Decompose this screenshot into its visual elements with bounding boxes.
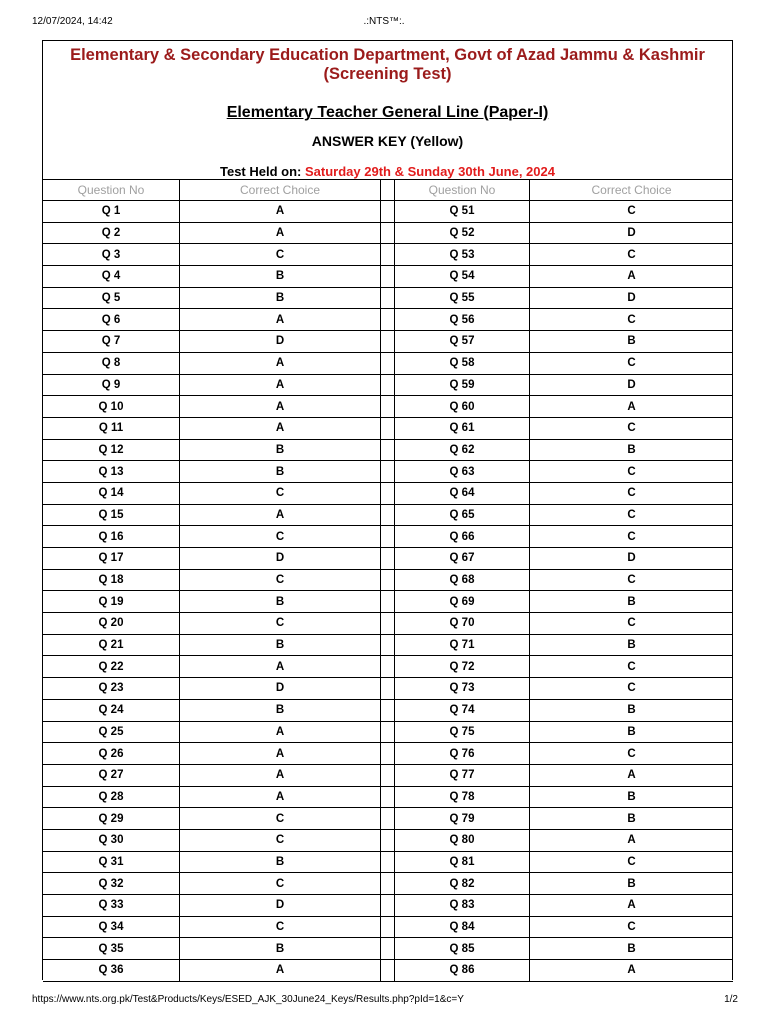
table-row: [43, 656, 733, 678]
column-gap: [381, 483, 395, 505]
column-gap: [381, 917, 395, 939]
question-number-cell: Q 23: [43, 678, 180, 700]
column-gap: [381, 570, 395, 592]
table-row: [43, 375, 733, 397]
correct-choice-cell: C: [530, 852, 733, 874]
correct-choice-cell: C: [180, 613, 381, 635]
column-gap: [381, 266, 395, 288]
question-number-cell: Q 31: [43, 852, 180, 874]
correct-choice-cell: B: [180, 700, 381, 722]
question-number-cell: Q 11: [43, 418, 180, 440]
column-gap: [381, 852, 395, 874]
correct-choice-cell: C: [530, 656, 733, 678]
correct-choice-cell: C: [530, 353, 733, 375]
correct-choice-cell: A: [530, 266, 733, 288]
question-number-cell: Q 9: [43, 375, 180, 397]
question-number-cell: Q 77: [395, 765, 530, 787]
column-gap: [381, 461, 395, 483]
question-number-cell: Q 19: [43, 591, 180, 613]
table-row: [43, 244, 733, 266]
correct-choice-cell: A: [180, 765, 381, 787]
column-gap: [381, 353, 395, 375]
correct-choice-cell: C: [530, 505, 733, 527]
question-number-cell: Q 72: [395, 656, 530, 678]
column-header-correct-choice: Correct Choice: [530, 180, 733, 201]
question-number-cell: Q 20: [43, 613, 180, 635]
correct-choice-cell: A: [180, 787, 381, 809]
question-number-cell: Q 3: [43, 244, 180, 266]
question-number-cell: Q 6: [43, 309, 180, 331]
print-page-title: .:NTS™:.: [363, 16, 405, 27]
correct-choice-cell: B: [180, 852, 381, 874]
table-row: [43, 700, 733, 722]
correct-choice-cell: A: [180, 309, 381, 331]
table-row: [43, 223, 733, 245]
department-line-2: (Screening Test): [323, 65, 452, 83]
column-gap: [381, 765, 395, 787]
table-row: [43, 873, 733, 895]
question-number-cell: Q 75: [395, 722, 530, 744]
question-number-cell: Q 54: [395, 266, 530, 288]
paper-title: Elementary Teacher General Line (Paper-I): [226, 104, 549, 121]
table-row: [43, 830, 733, 852]
correct-choice-cell: A: [180, 743, 381, 765]
question-number-cell: Q 79: [395, 808, 530, 830]
correct-choice-cell: B: [530, 787, 733, 809]
correct-choice-cell: B: [530, 331, 733, 353]
question-number-cell: Q 15: [43, 505, 180, 527]
table-row: [43, 418, 733, 440]
correct-choice-cell: B: [180, 440, 381, 462]
correct-choice-cell: C: [530, 526, 733, 548]
correct-choice-cell: C: [530, 244, 733, 266]
question-number-cell: Q 28: [43, 787, 180, 809]
correct-choice-cell: A: [180, 960, 381, 982]
correct-choice-cell: C: [530, 570, 733, 592]
question-number-cell: Q 76: [395, 743, 530, 765]
column-gap: [381, 635, 395, 657]
question-number-cell: Q 59: [395, 375, 530, 397]
column-gap: [381, 505, 395, 527]
question-number-cell: Q 1: [43, 201, 180, 223]
correct-choice-cell: C: [530, 201, 733, 223]
correct-choice-cell: A: [530, 830, 733, 852]
question-number-cell: Q 8: [43, 353, 180, 375]
table-row: [43, 743, 733, 765]
question-number-cell: Q 68: [395, 570, 530, 592]
column-gap: [381, 180, 395, 201]
question-number-cell: Q 55: [395, 288, 530, 310]
correct-choice-cell: D: [530, 288, 733, 310]
question-number-cell: Q 56: [395, 309, 530, 331]
question-number-cell: Q 80: [395, 830, 530, 852]
table-row: [43, 309, 733, 331]
column-gap: [381, 808, 395, 830]
question-number-cell: Q 78: [395, 787, 530, 809]
print-url: https://www.nts.org.pk/Test&Products/Keys/ESED_AJK_30June24_Keys/Results.php?pId=1&c=Y: [32, 994, 464, 1005]
column-gap: [381, 656, 395, 678]
table-row: [43, 440, 733, 462]
column-gap: [381, 613, 395, 635]
column-gap: [381, 873, 395, 895]
column-header-question-no: Question No: [395, 180, 530, 201]
table-header-row: [43, 180, 733, 201]
question-number-cell: Q 52: [395, 223, 530, 245]
column-gap: [381, 244, 395, 266]
column-gap: [381, 223, 395, 245]
question-number-cell: Q 62: [395, 440, 530, 462]
table-row: [43, 808, 733, 830]
table-row: [43, 288, 733, 310]
question-number-cell: Q 14: [43, 483, 180, 505]
correct-choice-cell: B: [180, 635, 381, 657]
question-number-cell: Q 35: [43, 938, 180, 960]
correct-choice-cell: D: [180, 678, 381, 700]
question-number-cell: Q 71: [395, 635, 530, 657]
correct-choice-cell: B: [530, 873, 733, 895]
question-number-cell: Q 51: [395, 201, 530, 223]
correct-choice-cell: B: [180, 591, 381, 613]
department-title: [43, 41, 732, 84]
table-row: [43, 917, 733, 939]
column-gap: [381, 743, 395, 765]
question-number-cell: Q 12: [43, 440, 180, 462]
column-gap: [381, 440, 395, 462]
table-row: [43, 960, 733, 982]
table-row: [43, 570, 733, 592]
correct-choice-cell: D: [530, 375, 733, 397]
correct-choice-cell: A: [180, 223, 381, 245]
question-number-cell: Q 57: [395, 331, 530, 353]
table-row: [43, 852, 733, 874]
question-number-cell: Q 58: [395, 353, 530, 375]
question-number-cell: Q 85: [395, 938, 530, 960]
column-gap: [381, 418, 395, 440]
answer-key-label: ANSWER KEY (Yellow): [311, 133, 464, 149]
question-number-cell: Q 83: [395, 895, 530, 917]
question-number-cell: Q 86: [395, 960, 530, 982]
table-row: [43, 613, 733, 635]
question-number-cell: Q 69: [395, 591, 530, 613]
correct-choice-cell: A: [180, 396, 381, 418]
correct-choice-cell: B: [530, 591, 733, 613]
question-number-cell: Q 13: [43, 461, 180, 483]
table-row: [43, 787, 733, 809]
correct-choice-cell: B: [530, 808, 733, 830]
correct-choice-cell: B: [530, 700, 733, 722]
table-row: [43, 483, 733, 505]
question-number-cell: Q 36: [43, 960, 180, 982]
print-footer: [32, 994, 738, 1008]
correct-choice-cell: A: [180, 418, 381, 440]
correct-choice-cell: C: [180, 526, 381, 548]
column-gap: [381, 396, 395, 418]
table-row: [43, 678, 733, 700]
correct-choice-cell: C: [530, 309, 733, 331]
column-header-correct-choice: Correct Choice: [180, 180, 381, 201]
column-gap: [381, 288, 395, 310]
correct-choice-cell: D: [180, 331, 381, 353]
correct-choice-cell: C: [530, 613, 733, 635]
table-row: [43, 526, 733, 548]
correct-choice-cell: B: [180, 288, 381, 310]
question-number-cell: Q 63: [395, 461, 530, 483]
question-number-cell: Q 70: [395, 613, 530, 635]
correct-choice-cell: B: [180, 266, 381, 288]
correct-choice-cell: C: [530, 483, 733, 505]
table-row: [43, 635, 733, 657]
column-gap: [381, 375, 395, 397]
correct-choice-cell: A: [180, 353, 381, 375]
correct-choice-cell: B: [530, 938, 733, 960]
question-number-cell: Q 30: [43, 830, 180, 852]
question-number-cell: Q 65: [395, 505, 530, 527]
correct-choice-cell: D: [180, 895, 381, 917]
correct-choice-cell: C: [180, 873, 381, 895]
question-number-cell: Q 73: [395, 678, 530, 700]
question-number-cell: Q 82: [395, 873, 530, 895]
correct-choice-cell: C: [180, 808, 381, 830]
correct-choice-cell: A: [180, 201, 381, 223]
column-gap: [381, 787, 395, 809]
correct-choice-cell: A: [180, 505, 381, 527]
column-gap: [381, 331, 395, 353]
print-header: [32, 16, 736, 30]
correct-choice-cell: C: [180, 483, 381, 505]
table-row: [43, 895, 733, 917]
table-row: [43, 266, 733, 288]
column-gap: [381, 938, 395, 960]
question-number-cell: Q 66: [395, 526, 530, 548]
column-gap: [381, 960, 395, 982]
correct-choice-cell: A: [530, 765, 733, 787]
correct-choice-cell: C: [530, 743, 733, 765]
correct-choice-cell: B: [530, 440, 733, 462]
column-gap: [381, 201, 395, 223]
table-row: [43, 722, 733, 744]
question-number-cell: Q 7: [43, 331, 180, 353]
column-gap: [381, 678, 395, 700]
question-number-cell: Q 74: [395, 700, 530, 722]
question-number-cell: Q 32: [43, 873, 180, 895]
question-number-cell: Q 21: [43, 635, 180, 657]
question-number-cell: Q 16: [43, 526, 180, 548]
question-number-cell: Q 2: [43, 223, 180, 245]
question-number-cell: Q 81: [395, 852, 530, 874]
column-gap: [381, 830, 395, 852]
correct-choice-cell: C: [180, 917, 381, 939]
question-number-cell: Q 60: [395, 396, 530, 418]
question-number-cell: Q 64: [395, 483, 530, 505]
correct-choice-cell: C: [530, 418, 733, 440]
column-gap: [381, 548, 395, 570]
table-row: [43, 353, 733, 375]
correct-choice-cell: C: [180, 244, 381, 266]
correct-choice-cell: A: [530, 960, 733, 982]
correct-choice-cell: A: [180, 722, 381, 744]
question-number-cell: Q 17: [43, 548, 180, 570]
question-number-cell: Q 34: [43, 917, 180, 939]
correct-choice-cell: B: [530, 635, 733, 657]
test-held-line: [43, 164, 732, 180]
test-held-date: Saturday 29th & Sunday 30th June, 2024: [305, 164, 555, 179]
question-number-cell: Q 22: [43, 656, 180, 678]
column-gap: [381, 591, 395, 613]
column-gap: [381, 895, 395, 917]
correct-choice-cell: B: [180, 938, 381, 960]
question-number-cell: Q 4: [43, 266, 180, 288]
table-row: [43, 396, 733, 418]
table-row: [43, 938, 733, 960]
document-header: [43, 41, 732, 180]
question-number-cell: Q 67: [395, 548, 530, 570]
correct-choice-cell: C: [180, 830, 381, 852]
column-gap: [381, 526, 395, 548]
correct-choice-cell: B: [530, 722, 733, 744]
correct-choice-cell: B: [180, 461, 381, 483]
question-number-cell: Q 29: [43, 808, 180, 830]
table-row: [43, 591, 733, 613]
table-row: [43, 505, 733, 527]
question-number-cell: Q 33: [43, 895, 180, 917]
question-number-cell: Q 84: [395, 917, 530, 939]
table-row: [43, 461, 733, 483]
answer-key-frame: [42, 40, 733, 980]
correct-choice-cell: A: [530, 895, 733, 917]
correct-choice-cell: C: [180, 570, 381, 592]
correct-choice-cell: D: [530, 548, 733, 570]
table-row: [43, 201, 733, 223]
question-number-cell: Q 26: [43, 743, 180, 765]
question-number-cell: Q 25: [43, 722, 180, 744]
question-number-cell: Q 10: [43, 396, 180, 418]
question-number-cell: Q 5: [43, 288, 180, 310]
correct-choice-cell: D: [530, 223, 733, 245]
table-row: [43, 331, 733, 353]
answer-key-table: [43, 180, 733, 982]
question-number-cell: Q 53: [395, 244, 530, 266]
answer-key-rows: [43, 201, 733, 982]
column-gap: [381, 309, 395, 331]
correct-choice-cell: A: [530, 396, 733, 418]
correct-choice-cell: C: [530, 678, 733, 700]
column-gap: [381, 722, 395, 744]
correct-choice-cell: C: [530, 461, 733, 483]
table-row: [43, 765, 733, 787]
print-datetime: 12/07/2024, 14:42: [32, 16, 113, 27]
column-gap: [381, 700, 395, 722]
correct-choice-cell: A: [180, 375, 381, 397]
test-held-label: Test Held on:: [220, 164, 302, 179]
table-row: [43, 548, 733, 570]
correct-choice-cell: C: [530, 917, 733, 939]
question-number-cell: Q 27: [43, 765, 180, 787]
print-page-number: 1/2: [724, 994, 738, 1005]
question-number-cell: Q 61: [395, 418, 530, 440]
column-header-question-no: Question No: [43, 180, 180, 201]
correct-choice-cell: A: [180, 656, 381, 678]
question-number-cell: Q 24: [43, 700, 180, 722]
department-line-1: Elementary & Secondary Education Department, Govt of Azad Jammu & Kashmir: [70, 46, 705, 64]
question-number-cell: Q 18: [43, 570, 180, 592]
correct-choice-cell: D: [180, 548, 381, 570]
